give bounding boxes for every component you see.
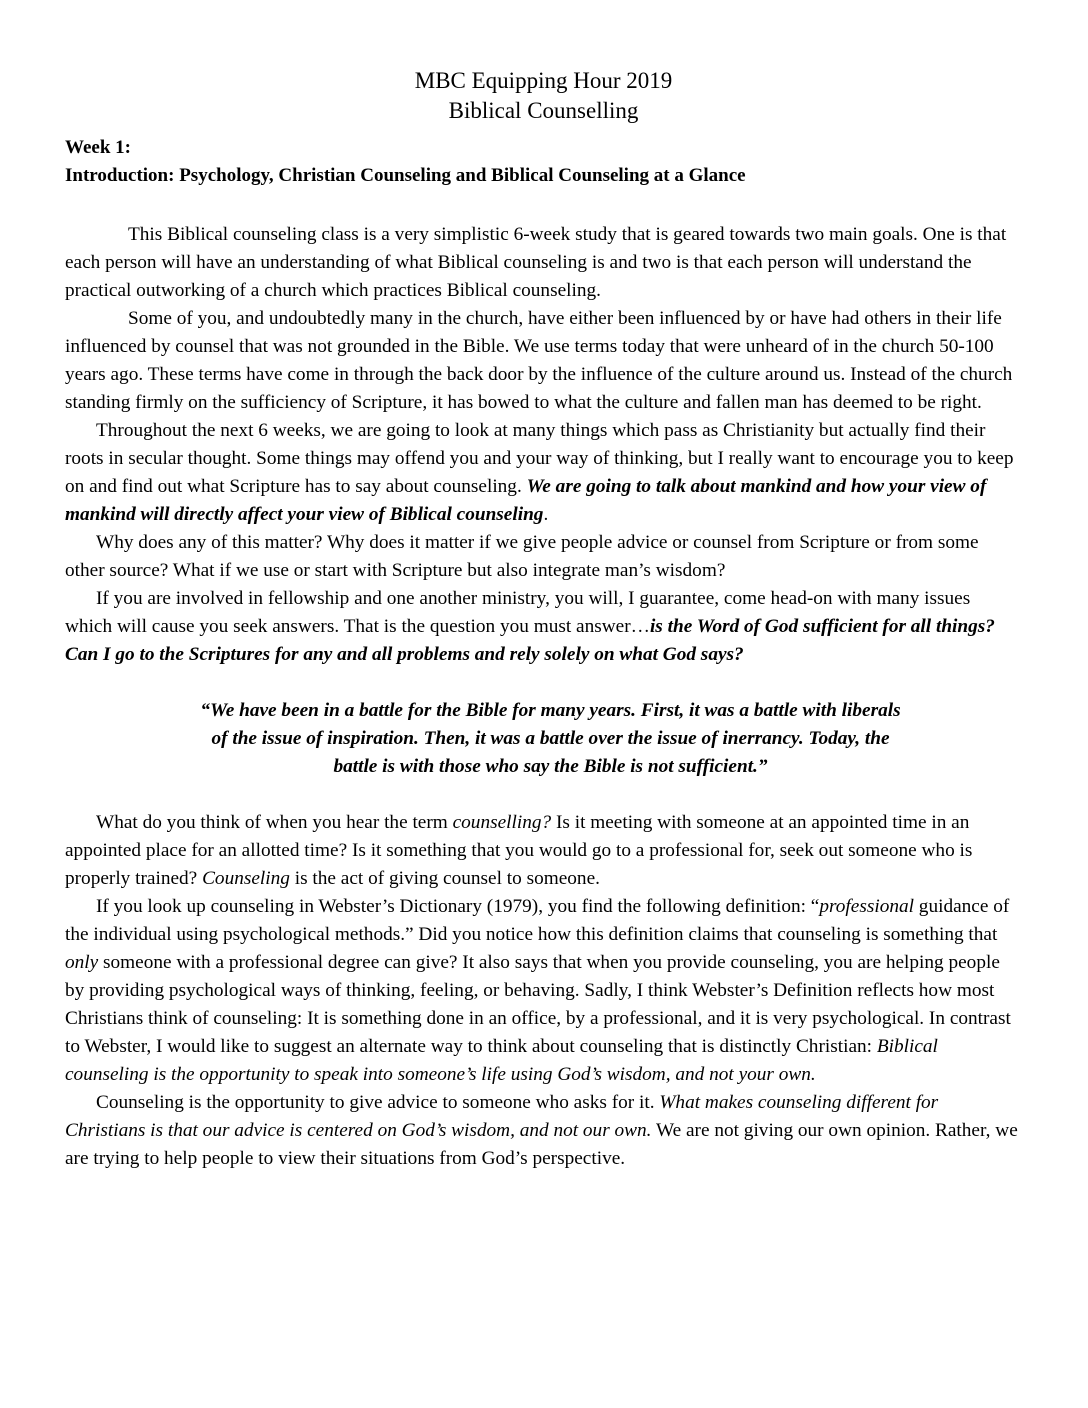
paragraph-6-term: counselling? <box>452 812 552 833</box>
section-heading <box>65 134 1022 190</box>
paragraph-7-definition: Biblical counseling is the opportunity to speak into someone’s life using God’s wisdom, and not your own. <box>65 1036 938 1085</box>
paragraph-5 <box>65 585 1022 669</box>
paragraph-1: This Biblical counseling class is a very simplistic 6-week study that is geared towards two main goals. One is that each person will have an understanding of what Biblical counseling is and two is that each person will understand the practical outworking of a church which practices Biblical counseling. <box>65 224 1007 301</box>
paragraph-7-e: someone with a professional degree can give? It also says that when you provide counseling, you are helping people by providing psychological ways of thinking, feeling, or behaving. Sadly, I think Webster’s Definition reflects how most Christians think of counseling: It is something done in an office, by a professional, and it is very psychological. In contrast to Webster, I would like to suggest an alternate way to think about counseling that is distinctly Christian: <box>65 952 1011 1057</box>
paragraph-7-a: If you look up counseling in Webster’s Dictionary (1979), you find the following definition: “ <box>96 896 820 917</box>
paragraph-8-emphasis: What makes counseling different for Christians is that our advice is centered on God’s wisdom, and not our own. <box>65 1092 939 1141</box>
paragraph-3-text: Throughout the next 6 weeks, we are going to look at many things which pass as Christianity but actually find their roots in secular thought. Some things may offend you and your way of thinking, but I really want to encourage you to keep on and find out what Scripture has to say about counseling. <box>65 420 1014 497</box>
paragraph-5-emphasis: is the Word of God sufficient for all things? Can I go to the Scriptures for any and all problems and rely solely on what God says? <box>65 616 995 665</box>
title-line-1: MBC Equipping Hour 2019 <box>414 68 673 93</box>
paragraph-6-counseling: Counseling <box>202 868 290 889</box>
paragraph-3 <box>65 417 1022 529</box>
paragraph-3-emphasis: We are going to talk about mankind and how your view of mankind will directly affect your view of Biblical counseling <box>65 476 987 525</box>
paragraph-8-c: We are not giving our own opinion. Rather, we are trying to help people to view their situations from God’s perspective. <box>65 1120 1018 1169</box>
paragraph-5-text: If you are involved in fellowship and one another ministry, you will, I guarantee, come head-on with many issues which will cause you seek answers. That is the question you must answer… <box>65 588 971 637</box>
paragraph-8 <box>65 1089 1022 1173</box>
paragraph-7-c: guidance of the individual using psychological methods.” Did you notice how this definition claims that counseling is something that <box>65 896 1010 945</box>
paragraph-4: Why does any of this matter? Why does it matter if we give people advice or counsel from Scripture or from some other source? What if we use or start with Scripture but also integrate man’s wisdom? <box>65 532 979 581</box>
paragraph-2: Some of you, and undoubtedly many in the church, have either been influenced by or have had others in their life influenced by counsel that was not grounded in the Bible. We use terms today that were unheard of in the church 50-100 years ago. These terms have come in through the back door by the influence of the culture around us. Instead of the church standing firmly on the sufficiency of Scripture, it has bowed to what the culture and fallen man has deemed to be right. <box>65 308 1013 413</box>
document-title <box>65 66 1022 126</box>
paragraph-3-end: . <box>543 504 549 525</box>
paragraph-6 <box>65 809 1022 893</box>
title-line-2: Biblical Counselling <box>448 98 639 123</box>
paragraph-7-only: only <box>65 952 99 973</box>
paragraph-7 <box>65 893 1022 1089</box>
section-subtitle: Introduction: Psychology, Christian Counseling and Biblical Counseling at a Glance <box>65 165 746 186</box>
week-label: Week 1: <box>65 137 131 158</box>
block-quote: “We have been in a battle for the Bible for many years. First, it was a battle with liberals of the issue of inspiration. Then, it was a battle over the issue of inerrancy. Today, the battle is with those who say the Bible is not sufficient.” <box>200 700 901 777</box>
paragraph-6-e: is the act of giving counsel to someone. <box>289 868 600 889</box>
paragraph-6-a: What do you think of when you hear the term <box>96 812 453 833</box>
paragraph-7-professional: professional <box>819 896 914 917</box>
paragraph-6-c: Is it meeting with someone at an appointed time in an appointed place for an allotted time? Is it something that you would go to a professional for, seek out someone who is properly trained? <box>65 812 973 889</box>
paragraph-8-a: Counseling is the opportunity to give advice to someone who asks for it. <box>96 1092 660 1113</box>
